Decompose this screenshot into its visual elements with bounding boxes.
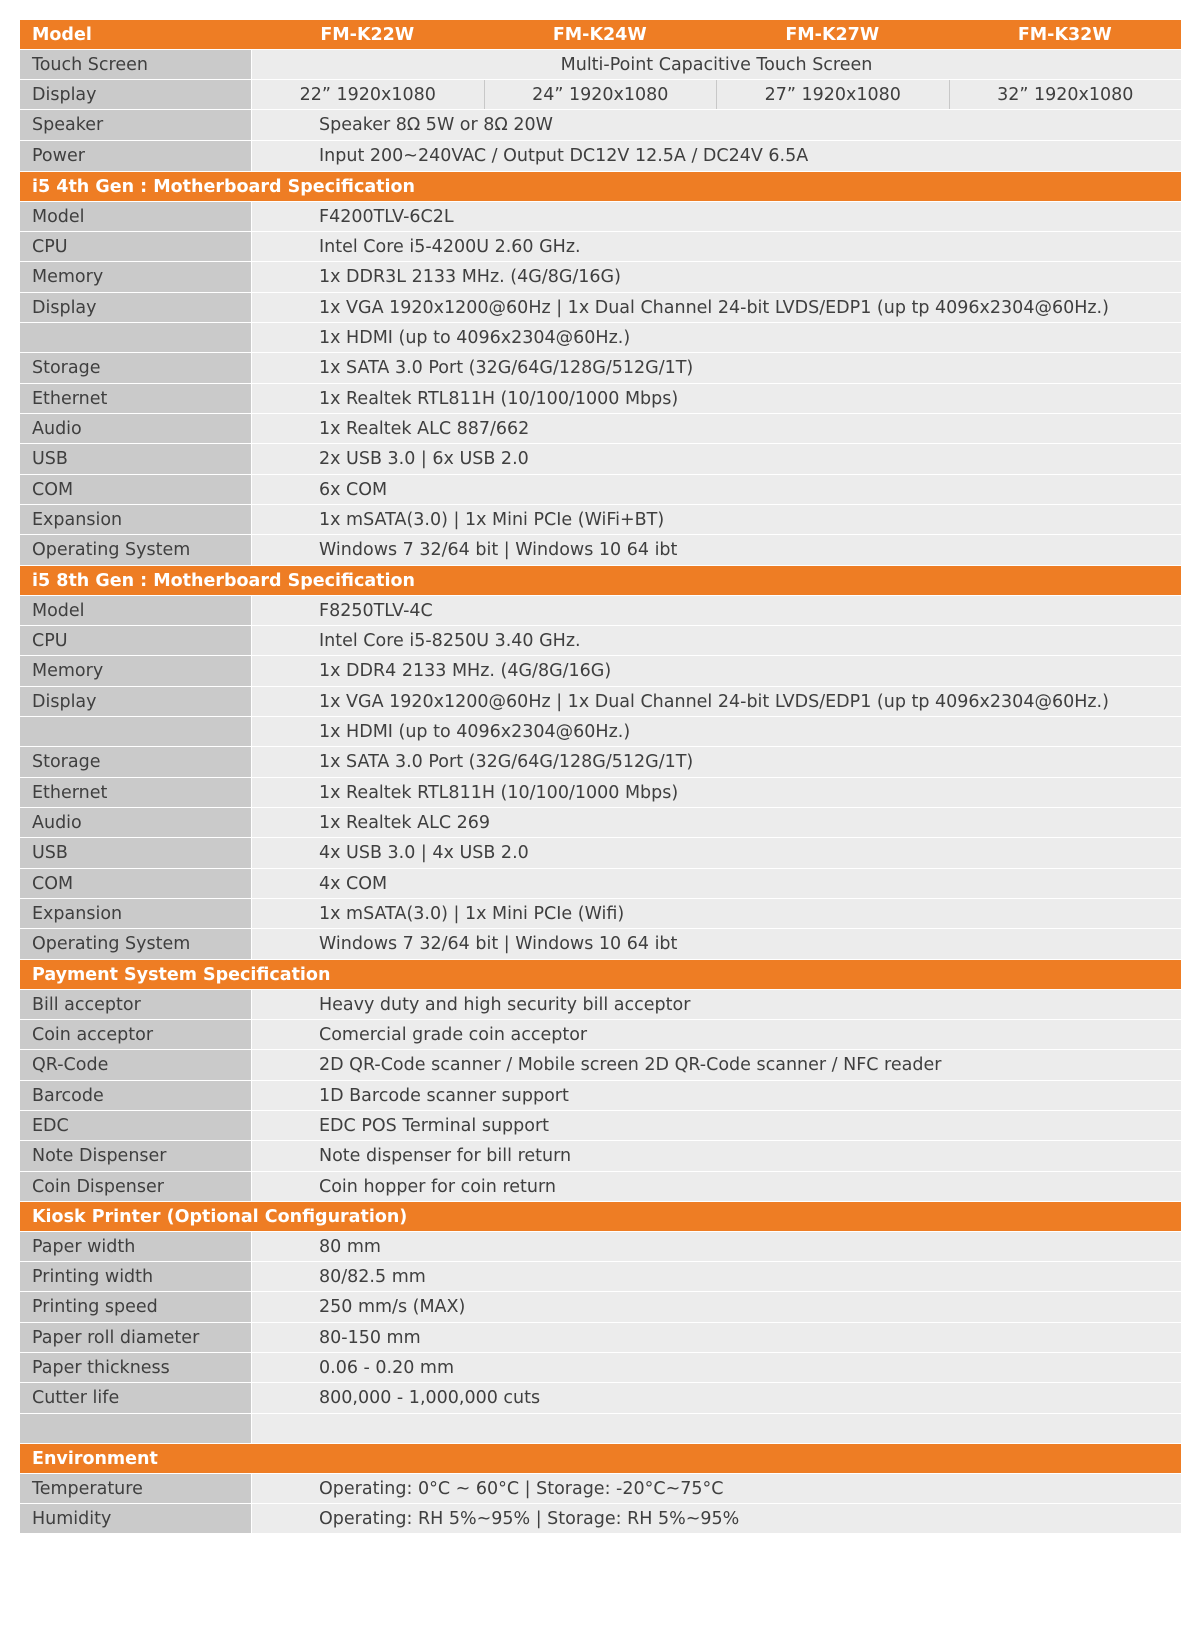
spec-value: Input 200~240VAC / Output DC12V 12.5A / DC24V 6.5A [251,141,1181,171]
spec-value: 1x SATA 3.0 Port (32G/64G/128G/512G/1T) [251,353,1181,383]
spec-value: 6x COM [251,475,1181,504]
spec-label: COM [20,475,251,504]
spec-row [20,444,1181,475]
model-header-label: Model [32,25,92,45]
spec-value: 80-150 mm [251,1323,1181,1352]
spec-label: Cutter life [20,1383,251,1413]
spec-row [20,1081,1181,1111]
spec-row [20,1474,1181,1504]
spec-value: 2x USB 3.0 | 6x USB 2.0 [251,444,1181,474]
spec-row [20,353,1181,384]
spec-value: Coin hopper for coin return [251,1172,1181,1201]
spec-label: Paper width [20,1232,251,1261]
spec-label: Display [20,687,251,716]
spec-value: 80/82.5 mm [251,1262,1181,1291]
spec-value: 4x COM [251,869,1181,898]
section-title-gen8: i5 8th Gen : Motherboard Specification [20,566,1181,596]
spec-row [20,596,1181,626]
spec-row [20,869,1181,899]
spec-value [251,1414,1181,1443]
spec-row [20,1414,1181,1444]
model-header-cell: FM-K32W [1017,25,1112,45]
spec-label: Barcode [20,1081,251,1110]
spec-row [20,778,1181,808]
spec-row [20,505,1181,535]
spec-row [20,384,1181,414]
spec-label: Operating System [20,929,251,959]
spec-value: 0.06 - 0.20 mm [251,1353,1181,1382]
spec-label [20,323,251,352]
spec-row [20,929,1181,960]
spec-label: USB [20,444,251,474]
spec-value: Speaker 8Ω 5W or 8Ω 20W [251,110,1181,140]
spec-label: EDC [20,1111,251,1140]
model-header-row [20,20,1181,50]
spec-row [20,1172,1181,1202]
spec-value: Windows 7 32/64 bit | Windows 10 64 ibt [251,929,1181,959]
spec-label: Ethernet [20,778,251,807]
spec-label [20,717,251,746]
spec-row-power [20,141,1181,172]
spec-label: Storage [20,353,251,383]
spec-label: QR-Code [20,1050,251,1080]
spec-label: Memory [20,656,251,686]
display-size-cell: 32” 1920x1080 [949,80,1182,109]
spec-value: 1x VGA 1920x1200@60Hz | 1x Dual Channel 24-bit LVDS/EDP1 (up tp 4096x2304@60Hz.) [251,687,1181,716]
spec-label: Display [20,80,251,109]
spec-label [20,1414,251,1443]
spec-value: 4x USB 3.0 | 4x USB 2.0 [251,838,1181,868]
spec-sections [20,172,1181,1534]
spec-value: Comercial grade coin acceptor [251,1020,1181,1049]
display-size-cells [251,80,1181,109]
spec-label: Speaker [20,110,251,140]
spec-label: Coin Dispenser [20,1172,251,1201]
spec-value: 1x Realtek RTL811H (10/100/1000 Mbps) [251,778,1181,807]
spec-value: Operating: 0°C ~ 60°C | Storage: -20°C~75°C [251,1474,1181,1503]
spec-value: 1x VGA 1920x1200@60Hz | 1x Dual Channel 24-bit LVDS/EDP1 (up tp 4096x2304@60Hz.) [251,293,1181,322]
spec-row [20,202,1181,232]
spec-value: 800,000 - 1,000,000 cuts [251,1383,1181,1413]
spec-row [20,293,1181,323]
spec-value: 1x SATA 3.0 Port (32G/64G/128G/512G/1T) [251,747,1181,777]
spec-label: Bill acceptor [20,990,251,1019]
display-size-cell: 24” 1920x1080 [484,80,717,109]
spec-row [20,1050,1181,1081]
spec-row [20,1292,1181,1323]
spec-value: Windows 7 32/64 bit | Windows 10 64 ibt [251,535,1181,565]
spec-label: Storage [20,747,251,777]
model-header-cell: FM-K27W [785,25,880,45]
spec-label: Power [20,141,251,171]
spec-label: USB [20,838,251,868]
spec-label: Note Dispenser [20,1141,251,1171]
spec-row-touch-screen [20,50,1181,80]
spec-value: 1x mSATA(3.0) | 1x Mini PCIe (Wifi) [251,899,1181,928]
spec-label: Model [20,202,251,231]
spec-sheet [20,20,1181,1534]
spec-row [20,323,1181,353]
spec-value: 1x HDMI (up to 4096x2304@60Hz.) [251,717,1181,746]
section-title-gen4: i5 4th Gen : Motherboard Specification [20,172,1181,202]
spec-value: 2D QR-Code scanner / Mobile screen 2D QR-Code scanner / NFC reader [251,1050,1181,1080]
spec-label: CPU [20,626,251,655]
display-size-cell: 22” 1920x1080 [252,80,484,109]
spec-value: Note dispenser for bill return [251,1141,1181,1171]
spec-row [20,1262,1181,1292]
spec-value: EDC POS Terminal support [251,1111,1181,1140]
spec-value: 1x Realtek ALC 269 [251,808,1181,837]
spec-value: 250 mm/s (MAX) [251,1292,1181,1322]
spec-label: Ethernet [20,384,251,413]
spec-value: Intel Core i5-4200U 2.60 GHz. [251,232,1181,261]
spec-label: Printing width [20,1262,251,1291]
spec-row [20,1020,1181,1050]
spec-value: Heavy duty and high security bill acceptor [251,990,1181,1019]
spec-label: Paper roll diameter [20,1323,251,1352]
spec-row [20,1323,1181,1353]
spec-row [20,747,1181,778]
spec-label: Operating System [20,535,251,565]
spec-row [20,656,1181,687]
display-size-cell: 27” 1920x1080 [716,80,949,109]
spec-row [20,1504,1181,1534]
spec-row [20,838,1181,869]
spec-label: Expansion [20,505,251,534]
section-title-payment: Payment System Specification [20,960,1181,990]
spec-row [20,990,1181,1020]
spec-value: 80 mm [251,1232,1181,1261]
spec-value: 1x DDR4 2133 MHz. (4G/8G/16G) [251,656,1181,686]
spec-row [20,535,1181,566]
spec-label: Expansion [20,899,251,928]
spec-row [20,414,1181,444]
spec-label: COM [20,869,251,898]
spec-row [20,1232,1181,1262]
section-title-environment: Environment [20,1444,1181,1474]
spec-value: Multi-Point Capacitive Touch Screen [251,50,1181,79]
spec-label: Memory [20,262,251,292]
spec-row [20,808,1181,838]
section-title-printer: Kiosk Printer (Optional Configuration) [20,1202,1181,1232]
spec-row [20,717,1181,747]
spec-row-speaker [20,110,1181,141]
model-header-cell: FM-K22W [320,25,415,45]
spec-value: 1x Realtek RTL811H (10/100/1000 Mbps) [251,384,1181,413]
spec-label: Coin acceptor [20,1020,251,1049]
spec-label: Touch Screen [20,50,251,79]
model-header-cell: FM-K24W [552,25,647,45]
spec-value: 1D Barcode scanner support [251,1081,1181,1110]
spec-row [20,1353,1181,1383]
spec-row [20,687,1181,717]
spec-label: Paper thickness [20,1353,251,1382]
spec-row [20,262,1181,293]
spec-label: CPU [20,232,251,261]
spec-label: Humidity [20,1504,251,1533]
spec-value: F8250TLV-4C [251,596,1181,625]
spec-value: 1x DDR3L 2133 MHz. (4G/8G/16G) [251,262,1181,292]
spec-value: 1x mSATA(3.0) | 1x Mini PCIe (WiFi+BT) [251,505,1181,534]
spec-label: Temperature [20,1474,251,1503]
spec-value: Operating: RH 5%~95% | Storage: RH 5%~95% [251,1504,1181,1533]
spec-value: F4200TLV-6C2L [251,202,1181,231]
spec-row-display-sizes [20,80,1181,110]
spec-label: Display [20,293,251,322]
spec-row [20,232,1181,262]
spec-row [20,899,1181,929]
spec-row [20,475,1181,505]
spec-value: 1x HDMI (up to 4096x2304@60Hz.) [251,323,1181,352]
spec-value: 1x Realtek ALC 887/662 [251,414,1181,443]
spec-label: Printing speed [20,1292,251,1322]
spec-row [20,1383,1181,1414]
spec-label: Audio [20,808,251,837]
spec-label: Model [20,596,251,625]
spec-label: Audio [20,414,251,443]
spec-row [20,1141,1181,1172]
spec-value: Intel Core i5-8250U 3.40 GHz. [251,626,1181,655]
spec-row [20,1111,1181,1141]
spec-row [20,626,1181,656]
